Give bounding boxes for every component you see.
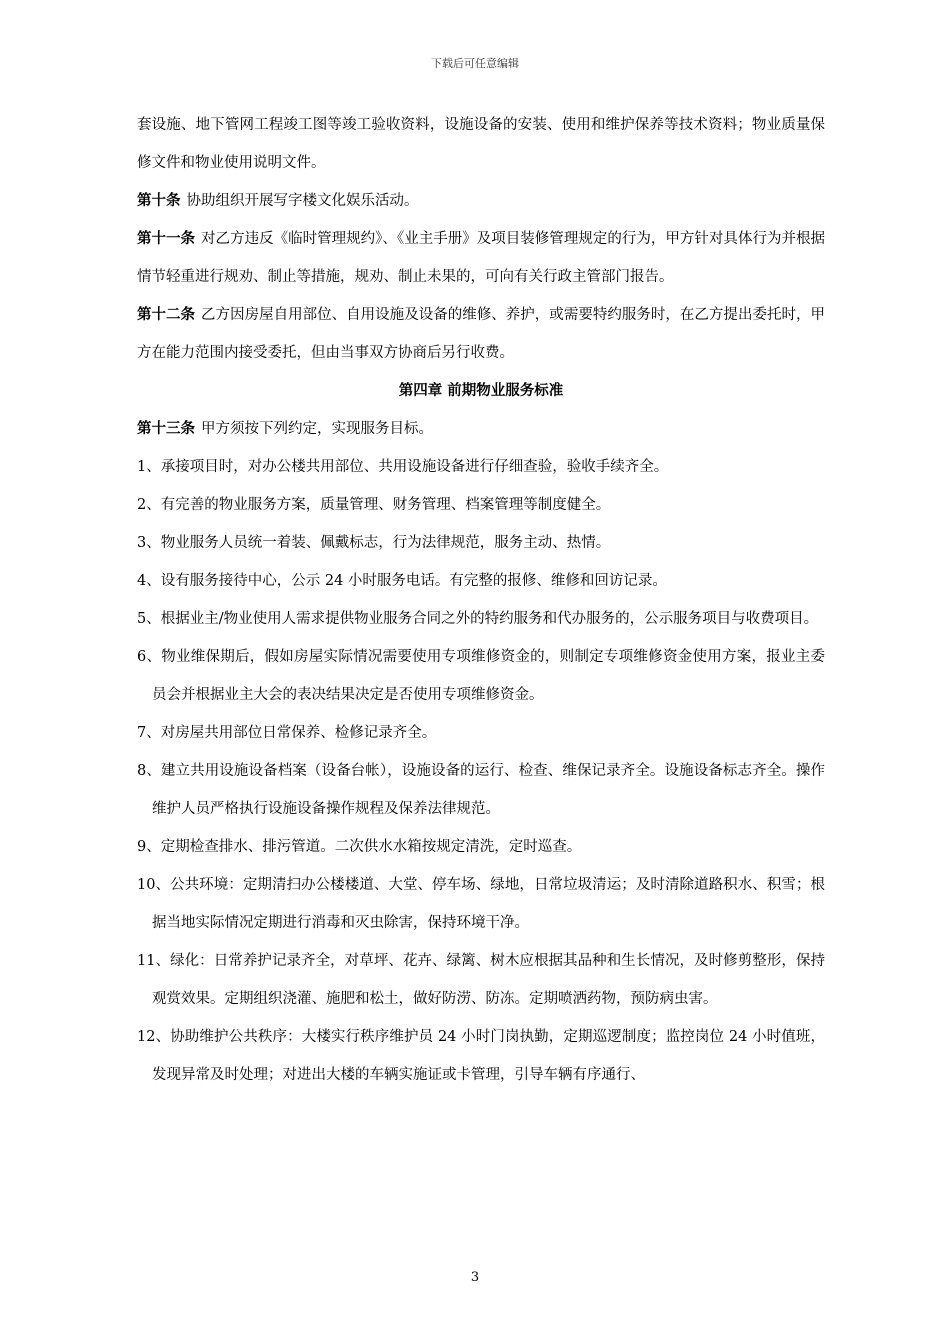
item-text: 物业维保期后，假如房屋实际情况需要使用专项维修资金的，则制定专项维修资金使用方案，报业主委员会并根据业主大会的表决结果决定是否使用专项维修资金。 xyxy=(152,649,825,703)
item-text: 有完善的物业服务方案，质量管理、财务管理、档案管理等制度健全。 xyxy=(160,497,611,513)
item-number: 7、 xyxy=(137,725,161,741)
paragraph-text: 套设施、地下管网工程竣工图等竣工验收资料，设施设备的安装、使用和维护保养等技术资料；物业质量保修文件和物业使用说明文件。 xyxy=(137,117,825,171)
list-item xyxy=(137,448,825,486)
item-text: 根据业主/物业使用人需求提供物业服务合同之外的特约服务和代办服务的，公示服务项目与收费项目。 xyxy=(160,611,819,627)
item-number: 2、 xyxy=(137,497,161,513)
item-number: 6、 xyxy=(137,649,162,665)
article-title: 第十二条 xyxy=(137,306,196,323)
list-item xyxy=(137,600,825,638)
list-item xyxy=(137,752,825,828)
item-number: 11、 xyxy=(137,953,171,969)
document-body xyxy=(137,106,825,1094)
item-text: 物业服务人员统一着装、佩戴标志，行为法律规范，服务主动、热情。 xyxy=(160,535,611,551)
list-item xyxy=(137,524,825,562)
page-header: 下载后可任意编辑 xyxy=(431,57,519,70)
item-number: 1、 xyxy=(137,459,161,475)
item-number: 10、 xyxy=(137,877,171,893)
article-text: 对乙方违反《临时管理规约》、《业主手册》及项目装修管理规定的行为，甲方针对具体行为并根据情节轻重进行规劝、制止等措施，规劝、制止未果的，可向有关行政主管部门报告。 xyxy=(137,231,826,285)
chapter-title: 第四章 前期物业服务标准 xyxy=(398,383,564,399)
list-item xyxy=(137,562,825,600)
list-item xyxy=(137,714,825,752)
item-text: 对房屋共用部位日常保养、检修记录齐全。 xyxy=(160,725,437,741)
item-number: 3、 xyxy=(137,535,161,551)
article-text: 协助组织开展写字楼文化娱乐活动。 xyxy=(186,193,419,209)
list-item xyxy=(137,942,825,1018)
item-number: 4、 xyxy=(137,573,161,589)
article-12 xyxy=(137,296,825,372)
item-number: 5、 xyxy=(137,611,161,627)
item-text: 建立共用设施设备档案（设备台帐），设施设备的运行、检查、维保记录齐全。设施设备标志齐全。操作维护人员严格执行设施设备操作规程及保养法律规范。 xyxy=(152,763,825,817)
item-text: 公共环境：定期清扫办公楼楼道、大堂、停车场、绿地，日常垃圾清运；及时清除道路积水、积雪；根据当地实际情况定期进行消毒和灭虫除害，保持环境干净。 xyxy=(152,877,825,931)
item-text: 定期检查排水、排污管道。二次供水水箱按规定清洗，定时巡查。 xyxy=(160,839,582,855)
page-number: 3 xyxy=(470,1270,480,1285)
paragraph-continued xyxy=(137,106,825,182)
article-text: 乙方因房屋自用部位、自用设施及设备的维修、养护，或需要特约服务时，在乙方提出委托时，甲方在能力范围内接受委托，但由当事双方协商后另行收费。 xyxy=(137,307,825,361)
item-text: 设有服务接待中心，公示 24 小时服务电话。有完整的报修、维修和回访记录。 xyxy=(160,573,667,589)
item-text: 协助维护公共秩序：大楼实行秩序维护员 24 小时门岗执勤，定期巡逻制度；监控岗位 24 小时值班，发现异常及时处理；对进出大楼的车辆实施证或卡管理，引导车辆有序通行、 xyxy=(152,1029,825,1083)
list-item xyxy=(137,866,825,942)
list-item xyxy=(137,638,825,714)
list-item xyxy=(137,1018,825,1094)
article-text: 甲方须按下列约定，实现服务目标。 xyxy=(201,421,433,437)
item-number: 8、 xyxy=(137,763,161,779)
article-title: 第十一条 xyxy=(137,230,196,247)
list-item xyxy=(137,828,825,866)
item-text: 绿化：日常养护记录齐全，对草坪、花卉、绿篱、树木应根据其品种和生长情况，及时修剪整形，保持观赏效果。定期组织浇灌、施肥和松土，做好防涝、防冻。定期喷洒药物，预防病虫害。 xyxy=(152,953,825,1007)
item-text: 承接项目时，对办公楼共用部位、共用设施设备进行仔细查验，验收手续齐全。 xyxy=(160,459,669,475)
item-number: 12、 xyxy=(137,1029,171,1045)
article-11 xyxy=(137,220,825,296)
article-13 xyxy=(137,410,825,448)
article-title: 第十条 xyxy=(137,192,181,209)
item-number: 9、 xyxy=(137,839,161,855)
article-10 xyxy=(137,182,825,220)
list-item xyxy=(137,486,825,524)
article-title: 第十三条 xyxy=(137,420,195,437)
